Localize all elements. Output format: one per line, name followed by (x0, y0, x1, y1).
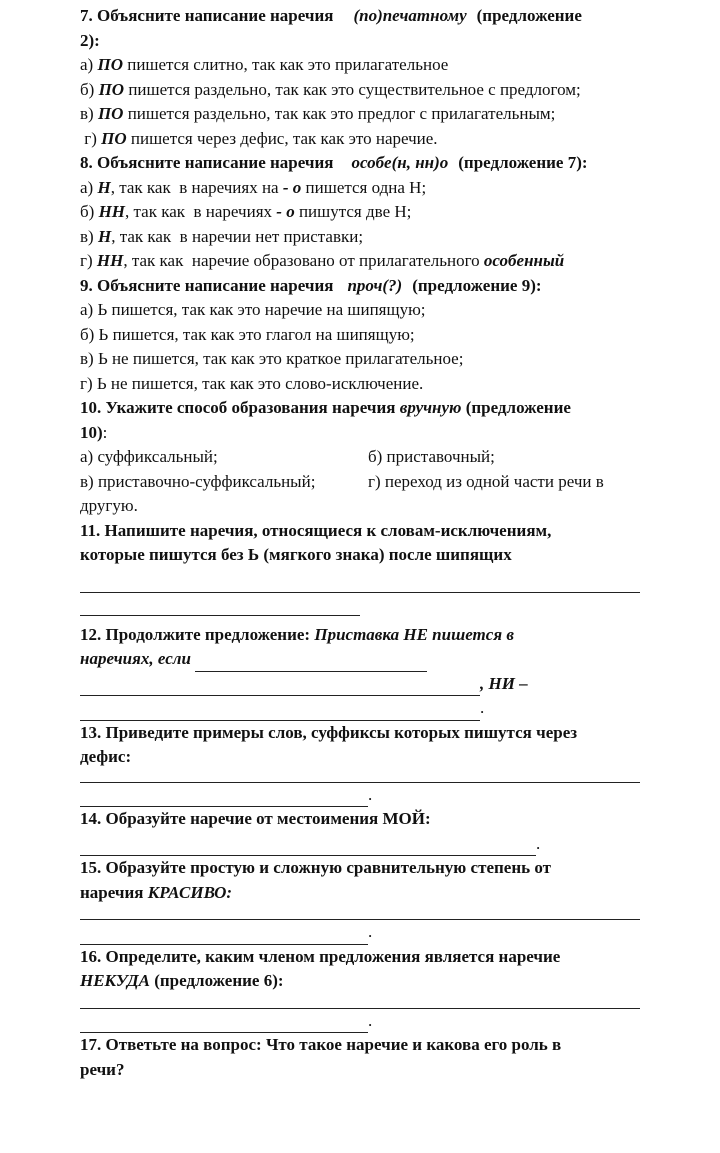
q9-option-b: б) Ь пишется, так как это глагол на шипящую; (80, 324, 415, 344)
q7-option-b: б) ПО пишется раздельно, так как это существительное с предлогом; (80, 79, 581, 99)
q10-option-d-cont: другую. (80, 496, 138, 515)
q9-header (80, 274, 640, 299)
q12-answer-blank-3[interactable] (80, 704, 480, 721)
q15-word: КРАСИВО: (147, 882, 233, 902)
q16-word: НЕКУДА (80, 971, 150, 990)
q8-option-d: г) НН, так как наречие образовано от прилагательного особенный (80, 251, 565, 270)
q15-period: . (368, 922, 373, 941)
q16-answer-line-2[interactable] (80, 1016, 368, 1033)
q10-option-c: в) приставочно-суффиксальный; (80, 471, 316, 491)
q12-answer-blank-1[interactable] (195, 655, 427, 672)
q14-answer-line[interactable] (80, 839, 536, 856)
q13-answer-line-2[interactable] (80, 790, 368, 807)
q11-line2: которые пишутся без Ь (мягкого знака) после шипящих (80, 545, 512, 564)
q9-word: проч(?) (347, 275, 403, 295)
q7-header-cont: 2): (80, 30, 100, 50)
q13-line-last (80, 783, 640, 808)
q12-ni: , НИ – (480, 673, 528, 693)
q12-line4 (80, 696, 640, 721)
q10-title: 10. Укажите способ образования наречия (80, 398, 396, 417)
q7-option-c: в) ПО пишется раздельно, так как это предлог с прилагательным; (80, 104, 556, 123)
q9-title: 9. Объясните написание наречия (80, 275, 334, 295)
q13-line2: дефис: (80, 747, 132, 766)
q8-option-a: а) Н, так как в наречиях на - о пишется одна Н; (80, 177, 427, 197)
q16-period: . (368, 1010, 373, 1030)
q16-line1: 16. Определите, каким членом предложения является наречие (80, 946, 561, 966)
q7-tail: (предложение (476, 6, 582, 25)
q17-line1: 17. Ответьте на вопрос: Что такое наречие и какова его роль в (80, 1035, 562, 1054)
q12-italic-1: Приставка НЕ пишется в (314, 624, 514, 644)
q8-title: 8. Объясните написание наречия (80, 153, 334, 172)
q8-header (80, 151, 640, 176)
q15-line1: 15. Образуйте простую и сложную сравнительную степень от (80, 858, 551, 877)
q8-tail: (предложение 7): (458, 153, 588, 172)
q14-answer-row (80, 832, 640, 857)
q12-period: . (480, 698, 485, 717)
q8-option-c: в) Н, так как в наречии нет приставки; (80, 226, 364, 246)
q10-options-row1 (80, 445, 640, 470)
q17-line2: речи? (80, 1059, 125, 1079)
q8-word: особе(н, нн)о (351, 153, 449, 172)
q10-option-d: г) переход из одной части речи в (368, 471, 604, 491)
q10-header-cont: 10): (80, 422, 108, 442)
q7-header (80, 4, 640, 29)
q9-option-d: г) Ь не пишется, так как это слово-исключение. (80, 373, 424, 393)
worksheet (80, 4, 640, 1082)
q14-period: . (536, 833, 541, 853)
q16-line2: НЕКУДА (предложение 6): (80, 971, 284, 990)
q12-italic-2: наречиях, если (80, 649, 191, 668)
q10-header (80, 396, 640, 421)
q13-line1: 13. Приведите примеры слов, суффиксы которых пишутся через (80, 722, 578, 742)
q10-options-row2 (80, 470, 640, 495)
q10-option-b: б) приставочный; (368, 447, 495, 466)
q8-option-b: б) НН, так как в наречиях - о пишутся две Н; (80, 202, 412, 221)
q12-line2 (80, 647, 640, 672)
q10-option-a: а) суффиксальный; (80, 447, 218, 466)
q7-word: (по)печатному (353, 6, 467, 25)
q7-option-a: а) ПО пишется слитно, так как это прилагательное (80, 55, 449, 74)
q12-answer-blank-2[interactable] (80, 679, 480, 696)
q15-line2: наречия КРАСИВО: (80, 882, 233, 902)
q13-period: . (368, 784, 373, 804)
q12-line1 (80, 623, 640, 648)
q12-lead: 12. Продолжите предложение: (80, 624, 315, 644)
q7-title: 7. Объясните написание наречия (80, 6, 334, 25)
q14-line1: 14. Образуйте наречие от местоимения МОЙ: (80, 809, 431, 828)
q11-line1: 11. Напишите наречия, относящиеся к словам-исключениям, (80, 520, 552, 540)
q7-option-d: г) ПО пишется через дефис, так как это наречие. (80, 128, 438, 148)
q9-option-c: в) Ь не пишется, так как это краткое прилагательное; (80, 349, 464, 368)
q9-option-a: а) Ь пишется, так как это наречие на шипящую; (80, 300, 426, 319)
q15-line-last (80, 920, 640, 945)
q10-word: вручную (399, 398, 462, 417)
q16-line-last (80, 1009, 640, 1034)
q9-tail: (предложение 9): (412, 275, 542, 295)
q12-line3 (80, 672, 640, 697)
q15-answer-line-2[interactable] (80, 928, 368, 945)
q10-tail: (предложение (465, 398, 571, 417)
